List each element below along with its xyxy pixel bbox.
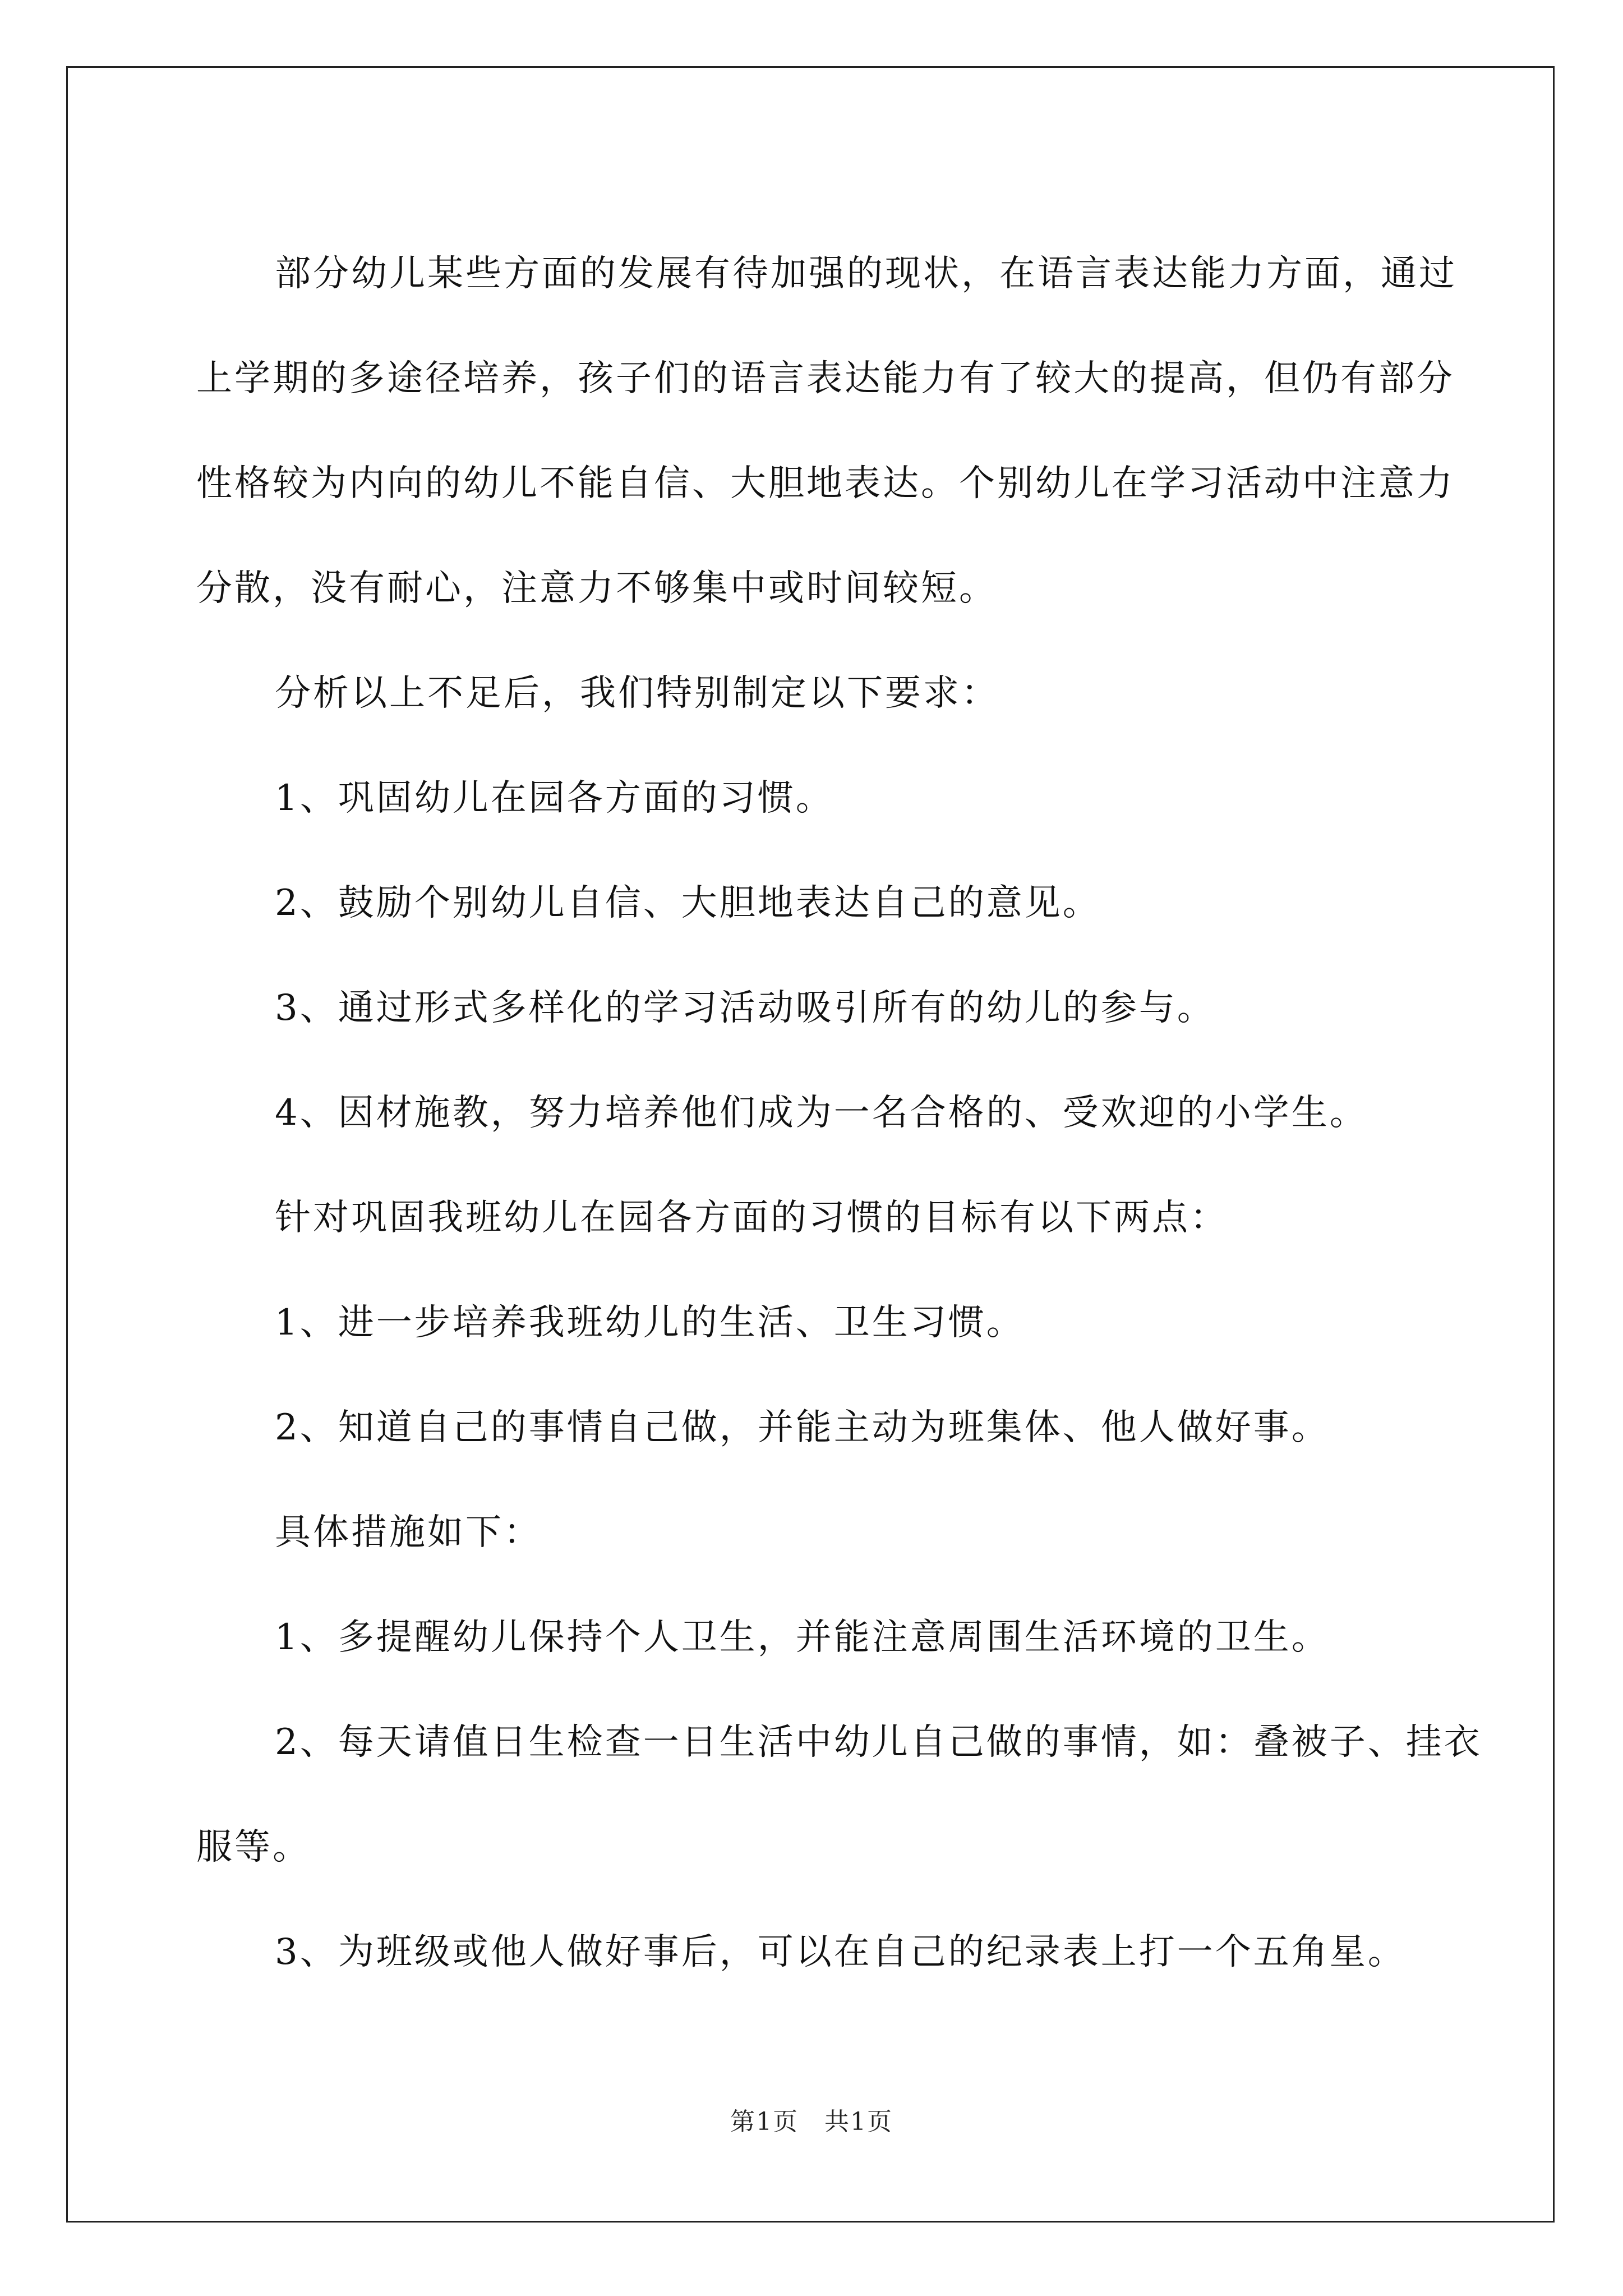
paragraph-13: 3、为班级或他人做好事后，可以在自己的纪录表上打一个五角星。 xyxy=(275,1931,1406,1973)
document-body xyxy=(196,222,1486,2005)
paragraph-3: 1、巩固幼儿在园各方面的习惯。 xyxy=(275,777,834,819)
page-number-footer: 第1页 共1页 xyxy=(730,2108,893,2136)
paragraph-4: 2、鼓励个别幼儿自信、大胆地表达自己的意见。 xyxy=(275,882,1101,924)
paragraph-7: 针对巩固我班幼儿在园各方面的习惯的目标有以下两点： xyxy=(275,1197,1228,1239)
paragraph-5: 3、通过形式多样化的学习活动吸引所有的幼儿的参与。 xyxy=(275,987,1215,1029)
paragraph-6: 4、因材施教，努力培养他们成为一名合格的、受欢迎的小学生。 xyxy=(275,1092,1368,1134)
paragraph-9: 2、知道自己的事情自己做，并能主动为班集体、他人做好事。 xyxy=(275,1407,1330,1448)
paragraph-2: 分析以上不足后，我们特别制定以下要求： xyxy=(275,673,999,714)
paragraph-10: 具体措施如下： xyxy=(275,1512,542,1553)
paragraph-1: 部分幼儿某些方面的发展有待加强的现状，在语言表达能力方面，通过上学期的多途径培养，孩子们的语言表达能力有了较大的提高，但仍有部分性格较为内向的幼儿不能自信、大胆地表达。个别幼儿在学习活动中注意力分散，没有耐心，注意力不够集中或时间较短。 xyxy=(196,253,1457,609)
paragraph-12: 2、每天请值日生检查一日生活中幼儿自己做的事情，如：叠被子、挂衣服等。 xyxy=(196,1722,1482,1868)
paragraph-11: 1、多提醒幼儿保持个人卫生，并能注意周围生活环境的卫生。 xyxy=(275,1617,1330,1658)
paragraph-8: 1、进一步培养我班幼儿的生活、卫生习惯。 xyxy=(275,1302,1025,1343)
